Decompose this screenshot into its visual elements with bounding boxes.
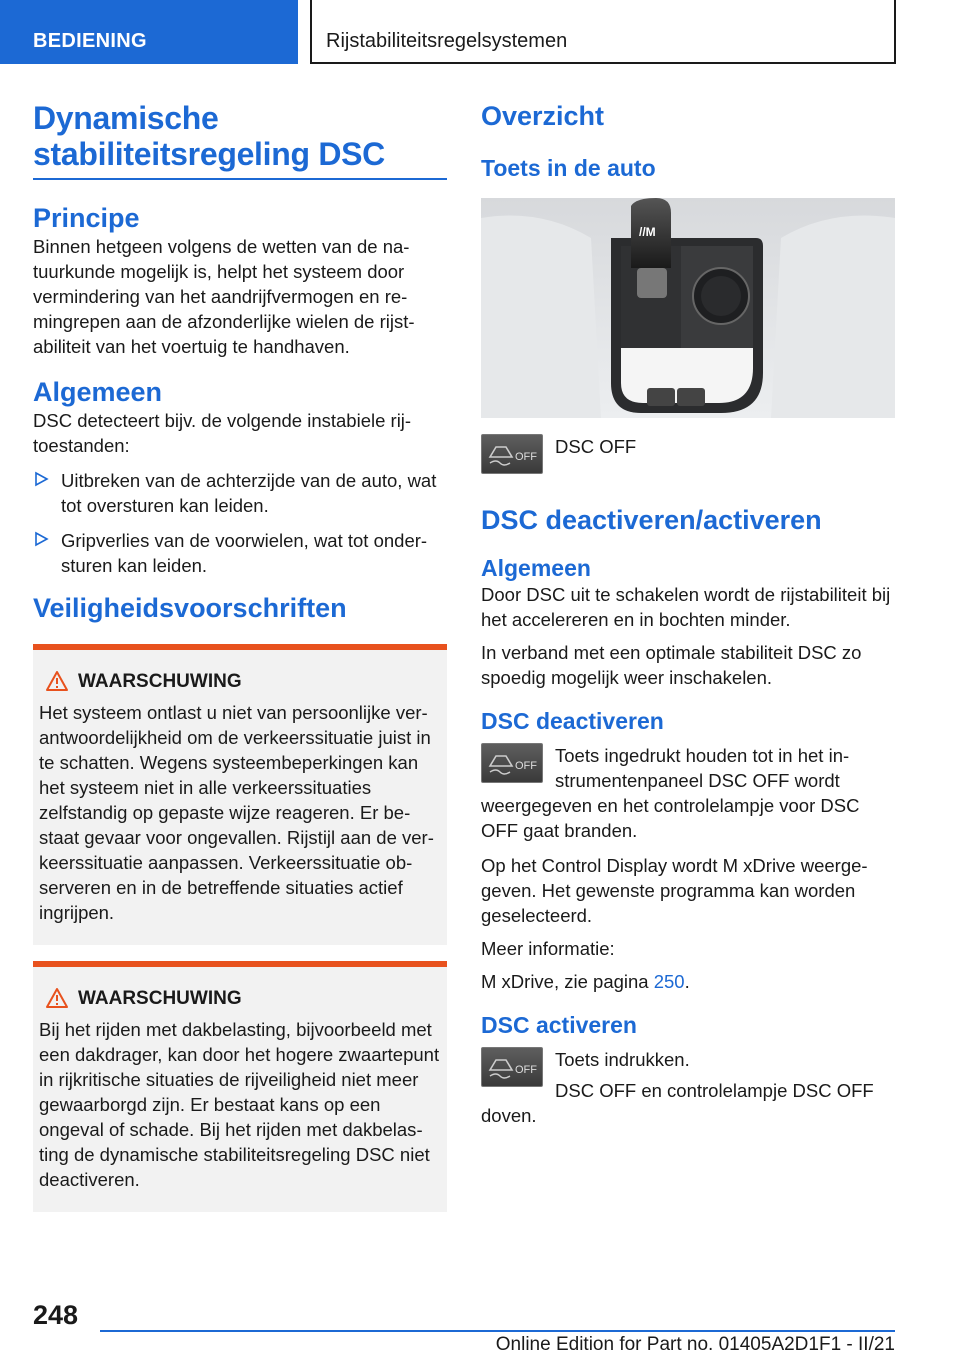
deact-heading: DSC deactiveren [481, 708, 664, 734]
svg-text:OFF: OFF [515, 760, 537, 772]
act-p2: DSC OFF en controlelampje DSC OFF doven. [481, 1080, 874, 1126]
title-rule [33, 178, 447, 180]
svg-text:OFF: OFF [515, 1064, 537, 1076]
page-link[interactable]: 250 [653, 971, 685, 992]
deact-ref: M xDrive, zie pagina 250. [481, 971, 690, 992]
act-p1: Toets indrukken. [555, 1049, 690, 1070]
left-column [33, 100, 447, 1212]
chapter-label: Rijstabiliteitsregelsystemen [326, 30, 568, 52]
deact-p2: Op het Control Display wordt M xDrive weergegeven. Het gewenste programma kan worden geselecteerd. [481, 855, 868, 926]
principe-text: Binnen hetgeen volgens de wetten van de natuurkunde mogelijk is, helpt het systeem door vermindering van het aandrijfvermogen en remingrepen aan de afzonderlijke wielen de rijstabiliteit van het voertuig te handhaven. [33, 236, 415, 357]
instability-list [33, 468, 447, 578]
footer-rule [100, 1330, 895, 1332]
center-console-photo [481, 198, 895, 418]
act-heading: DSC activeren [481, 1012, 637, 1038]
algemeen-text: DSC detecteert bijv. de volgende instabiele rijtoestanden: [33, 410, 412, 456]
page-title: Dynamische stabiliteitsregeling DSC [33, 100, 385, 172]
chapter-tab [310, 0, 896, 64]
bullet-triangle-icon [35, 471, 49, 487]
right-column [481, 100, 895, 1128]
deact-act-heading: DSC deactiveren/activeren [481, 505, 822, 535]
algemeen-heading-right: Algemeen [481, 555, 591, 581]
list-item: Gripverlies van de voorwielen, wat tot ondersturen kan leiden. [33, 528, 447, 578]
svg-text:OFF: OFF [515, 451, 537, 463]
dsc-off-icon [481, 1047, 543, 1087]
warning-triangle-icon [45, 987, 69, 1009]
safety-heading: Veiligheidsvoorschriften [33, 593, 347, 623]
warning-title: WAARSCHUWING [78, 987, 441, 1011]
warning-box [33, 961, 447, 1212]
warning-triangle-icon [45, 670, 69, 692]
dsc-off-icon [481, 434, 543, 474]
warning-box [33, 644, 447, 945]
toets-heading: Toets in de auto [481, 155, 656, 181]
section-label: BEDIENING [33, 30, 147, 52]
icon-caption: DSC OFF [555, 436, 637, 457]
algemeen-heading: Algemeen [33, 377, 163, 407]
warning-text: Bij het rijden met dakbelasting, bijvoorbeeld met een dakdrager, kan door het hogere zwaartepunt in rijkritische situaties de rijveiligheid niet meer gewaarborgd zijn. Er bestaat kans op een ongeval of schade. Bij het rijden met dakbelasting de dynamische stabiliteitsregeling DSC niet deactiveren. [39, 1019, 440, 1190]
warning-title: WAARSCHUWING [78, 670, 441, 694]
overzicht-heading: Overzicht [481, 101, 605, 131]
dsc-off-icon [481, 743, 543, 783]
svg-text://M: //M [639, 225, 656, 239]
deact-p1: Toets ingedrukt houden tot in het instrumentenpaneel DSC OFF wordt weergegeven en het controlelampje voor DSC OFF gaat branden. [481, 745, 860, 841]
deact-p3: Meer informatie: [481, 938, 615, 959]
page-number: 248 [33, 1300, 79, 1330]
list-item: Uitbreken van de achterzijde van de auto, wat tot oversturen kan leiden. [33, 468, 447, 518]
principe-heading: Principe [33, 203, 140, 233]
edition-text: Online Edition for Part no. 01405A2D1F1 - II/21 [495, 1334, 895, 1355]
algemeen-p2: In verband met een optimale stabiliteit DSC zo spoedig mogelijk weer inschakelen. [481, 642, 862, 688]
warning-text: Het systeem ontlast u niet van persoonlijke verantwoordelijkheid om de verkeerssituatie juist in te schatten. Wegens systeembeperkingen kan het systeem niet in alle verkeerssituaties zelfstandig op gepaste wijze reageren. Er bestaat gevaar voor ongevallen. Rijstijl aan de verkeerssituatie aanpassen. Verkeerssituatie observeren en in de betreffende situaties actief ingrijpen. [39, 702, 434, 923]
algemeen-p1: Door DSC uit te schakelen wordt de rijstabiliteit bij het accelereren en in bochten minder. [481, 584, 891, 630]
bullet-triangle-icon [35, 531, 49, 547]
section-tab [0, 0, 298, 64]
